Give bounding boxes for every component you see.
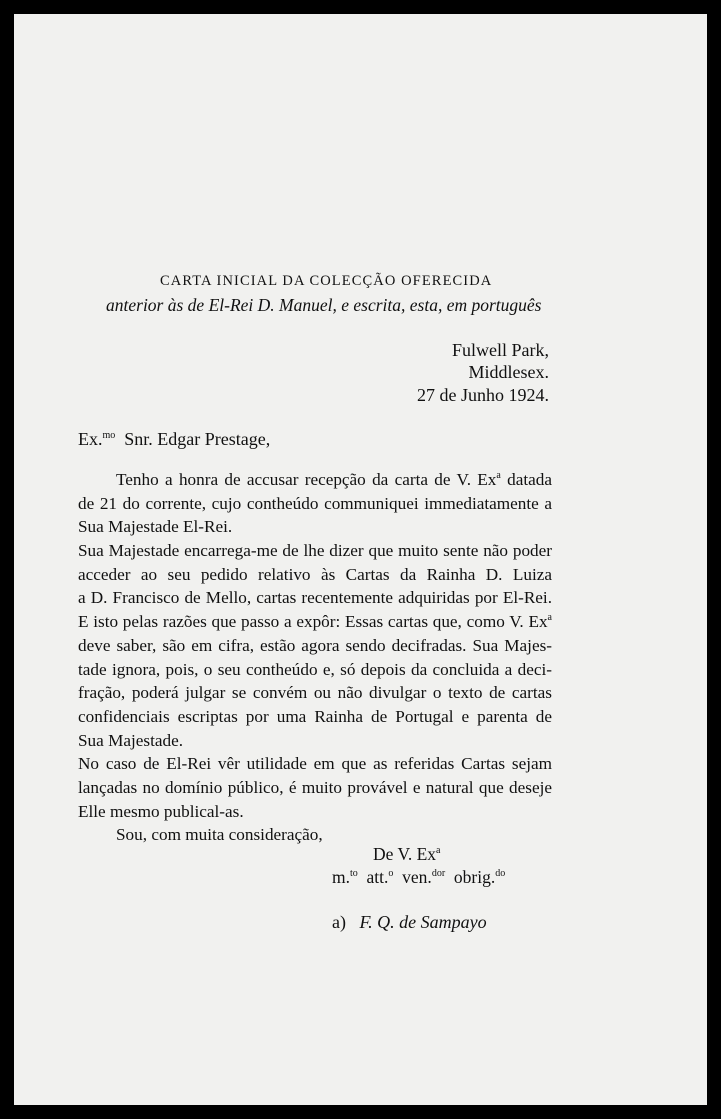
body-line: tade ignora, pois, o seu contheúdo e, só depois da concluida a deci- bbox=[78, 659, 552, 679]
letter-title: CARTA INICIAL DA COLECÇÃO OFERECIDA bbox=[160, 273, 493, 289]
body-line: lançadas no domínio público, é muito provável e natural que deseje bbox=[78, 777, 552, 797]
body-line: confidenciais escriptas por uma Rainha de Portugal e parenta de bbox=[78, 706, 552, 726]
body-line: Tenho a honra de accusar recepção da carta de V. Ex$^a$ datada bbox=[116, 470, 553, 489]
salutation: Ex.$^{mo}$ Snr. Edgar Prestage, bbox=[78, 429, 271, 449]
letter-subtitle: anterior às de El-Rei D. Manuel, e escrita, esta, em português bbox=[106, 295, 542, 315]
body-line: de 21 do corrente, cujo contheúdo communiquei immediatamente a bbox=[78, 493, 552, 513]
address-line-2: Middlesex. bbox=[468, 362, 549, 382]
closing-line-2: m.$^{to}$ att.$^o$ ven.$^{dor}$ obrig.$^{do}$ bbox=[332, 867, 506, 887]
body-line: fração, poderá julgar se convém ou não divulgar o texto de cartas bbox=[78, 683, 552, 703]
letter-date: 27 de Junho 1924. bbox=[417, 385, 549, 405]
body-line: Elle mesmo publical-as. bbox=[78, 801, 244, 821]
body-line: E isto pelas razões que passo a expôr: Essas cartas que, como V. Ex$^a$ bbox=[78, 612, 552, 632]
body-line: acceder ao seu pedido relativo às Cartas da Rainha D. Luiza bbox=[78, 564, 552, 584]
body-line: deve saber, são em cifra, estão agora sendo decifradas. Sua Majes- bbox=[78, 635, 552, 655]
closing-line-1: De V. Ex$^a$ bbox=[373, 844, 441, 864]
body-line: Sua Majestade. bbox=[78, 730, 184, 750]
address-line-1: Fulwell Park, bbox=[452, 340, 549, 360]
body-line: No caso de El-Rei vêr utilidade em que as referidas Cartas sejam bbox=[78, 754, 552, 774]
body-line: Sua Majestade El-Rei. bbox=[78, 517, 233, 537]
letter-page bbox=[14, 14, 707, 1105]
body-line: Sua Majestade encarrega-me de lhe dizer que muito sente não poder bbox=[78, 541, 552, 561]
signature: a) F. Q. de Sampayo bbox=[332, 912, 487, 932]
body-line: Sou, com muita consideração, bbox=[116, 825, 323, 845]
body-line: a D. Francisco de Mello, cartas recentemente adquiridas por El-Rei. bbox=[78, 588, 552, 608]
letter-body bbox=[78, 468, 552, 847]
